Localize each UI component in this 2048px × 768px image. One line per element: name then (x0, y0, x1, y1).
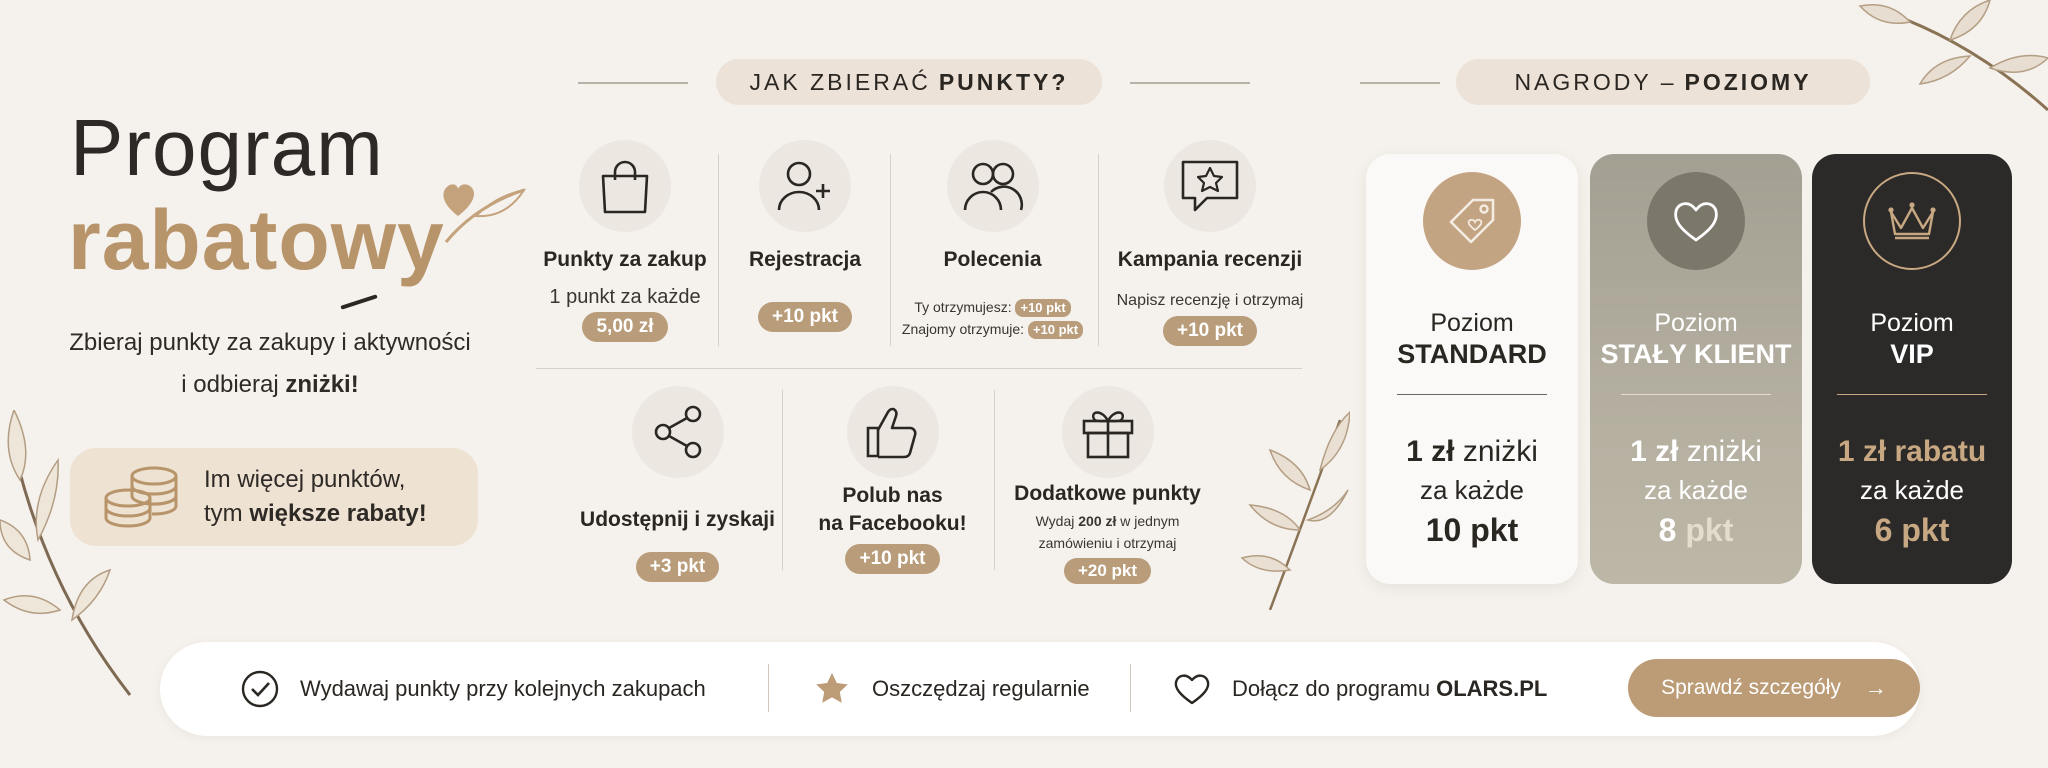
referral-you-line: Ty otrzymujesz: +10 pkt (895, 296, 1090, 318)
icon-circle (947, 140, 1039, 232)
heart-icon (1671, 198, 1721, 244)
collect-item-title: Rejestracja (748, 248, 862, 271)
icon-circle (1164, 140, 1256, 232)
collect-item-title: Kampania recenzji (1117, 248, 1303, 271)
shopping-bag-icon (597, 156, 653, 216)
collect-item-facebook (795, 386, 990, 574)
check-circle-icon (240, 669, 280, 709)
level-card-staly-klient (1590, 154, 1802, 584)
divider (890, 154, 891, 346)
tag-icon-circle (1423, 172, 1521, 270)
collect-header-line-right (1130, 82, 1250, 84)
card-level-name: STANDARD (1397, 339, 1547, 369)
collect-item-desc: 1 punkt za każde (549, 286, 701, 308)
collect-item-title: Udostępnij i zyskaji (580, 508, 775, 531)
points-chip: +3 pkt (636, 552, 719, 582)
collect-item-title: Polecenia (943, 248, 1042, 271)
level-card-vip (1812, 154, 2012, 584)
hero-subtitle-line1: Zbieraj punkty za zakupy i aktywności (69, 329, 471, 356)
bottom-bar (160, 642, 1920, 736)
card-level-name: VIP (1890, 339, 1934, 369)
divider (994, 390, 995, 570)
gift-icon (1080, 403, 1136, 461)
points-chip: 5,00 zł (582, 312, 667, 342)
icon-circle (632, 386, 724, 478)
divider (768, 664, 769, 712)
row-divider (536, 368, 1302, 369)
more-points-text: Im więcej punktów, tym większe rabaty! (204, 466, 427, 527)
card-points: 6 pkt (1874, 512, 1950, 548)
card-rule (1837, 394, 1987, 395)
heart-leaf-icon (436, 176, 526, 246)
collect-item-desc-line2: zamówieniu i otrzymaj (1038, 535, 1177, 551)
card-discount: 1 zł rabatu (1837, 435, 1987, 468)
share-icon (651, 404, 705, 460)
points-chip: +10 pkt (758, 302, 852, 332)
hero-subtitle-line2: i odbieraj zniżki! (181, 371, 359, 398)
bottom-item-save: Oszczędzaj regularnie (812, 642, 1090, 736)
collect-item-desc: Wydaj 200 zł w jednym (1035, 513, 1180, 529)
levels-header: NAGRODY – POZIOMY (1456, 59, 1870, 105)
card-per: za każde (1859, 475, 1965, 505)
icon-circle (847, 386, 939, 478)
card-level-label: Poziom (1654, 309, 1738, 337)
card-points: 10 pkt (1425, 512, 1519, 548)
star-icon (812, 669, 852, 709)
bottom-item-join: Dołącz do programu OLARS.PL (1172, 642, 1547, 736)
crown-icon (1885, 198, 1939, 244)
card-per: za każde (1643, 475, 1749, 505)
tag-icon (1445, 194, 1499, 248)
level-card-standard (1366, 154, 1578, 584)
points-chip: +10 pkt (1015, 299, 1070, 317)
icon-circle (579, 140, 671, 232)
collect-item-desc: Napisz recenzję i otrzymaj (1116, 292, 1304, 309)
points-chip: +20 pkt (1064, 558, 1151, 584)
leaf-branch-center (1230, 410, 1350, 610)
icon-circle (1062, 386, 1154, 478)
divider (718, 154, 719, 346)
more-points-pill (70, 448, 478, 546)
thumbs-up-icon (864, 404, 922, 460)
levels-header-line-left (1360, 82, 1440, 84)
collect-item-title: Polub nas na Facebooku! (818, 484, 967, 535)
hero-title-line1: Program (70, 103, 384, 192)
collect-item-title: Dodatkowe punkty (1014, 482, 1201, 505)
hero-subtitle (60, 322, 480, 406)
collect-item-reviews (1110, 140, 1310, 346)
card-rule (1621, 394, 1771, 395)
collect-item-extra-points (1000, 386, 1215, 584)
collect-header: JAK ZBIERAĆ PUNKTY? (716, 59, 1102, 105)
card-level-name: STAŁY KLIENT (1600, 339, 1792, 369)
collect-item-title: Punkty za zakup (543, 248, 707, 271)
card-per: za każde (1419, 475, 1525, 505)
collect-item-referrals (895, 140, 1090, 340)
referral-friend-line: Znajomy otrzymuje: +10 pkt (895, 318, 1090, 340)
card-points: 8 pkt (1658, 512, 1734, 548)
divider (1098, 154, 1099, 346)
bottom-item-spend: Wydawaj punkty przy kolejnych zakupach (240, 642, 706, 736)
arrow-right-icon: → (1864, 675, 1887, 700)
crown-icon-circle (1863, 172, 1961, 270)
icon-circle (759, 140, 851, 232)
users-icon (961, 158, 1025, 214)
collect-item-registration (730, 140, 880, 332)
divider (782, 390, 783, 570)
heart-icon-circle (1647, 172, 1745, 270)
card-rule (1397, 394, 1547, 395)
collect-item-purchase (530, 140, 720, 342)
points-chip: +10 pkt (1028, 321, 1083, 339)
points-chip: +10 pkt (845, 544, 939, 574)
divider (1130, 664, 1131, 712)
card-level-label: Poziom (1430, 309, 1514, 337)
details-button[interactable] (1628, 659, 1920, 717)
coins-icon (100, 462, 180, 532)
card-discount: 1 zł zniżki (1630, 435, 1762, 468)
collect-header-line-left (578, 82, 688, 84)
decorative-dash (340, 294, 377, 310)
star-speech-bubble-icon (1179, 158, 1241, 214)
user-plus-icon (775, 158, 835, 214)
leaf-branch-top-right (1850, 0, 2048, 120)
card-discount: 1 zł zniżki (1406, 435, 1538, 468)
details-button-label: Sprawdź szczegóły (1661, 676, 1841, 699)
card-level-label: Poziom (1870, 309, 1954, 337)
collect-item-share (570, 386, 785, 582)
points-chip: +10 pkt (1163, 316, 1257, 346)
heart-icon (1172, 669, 1212, 709)
hero-title-line2: rabatowy (68, 193, 445, 287)
